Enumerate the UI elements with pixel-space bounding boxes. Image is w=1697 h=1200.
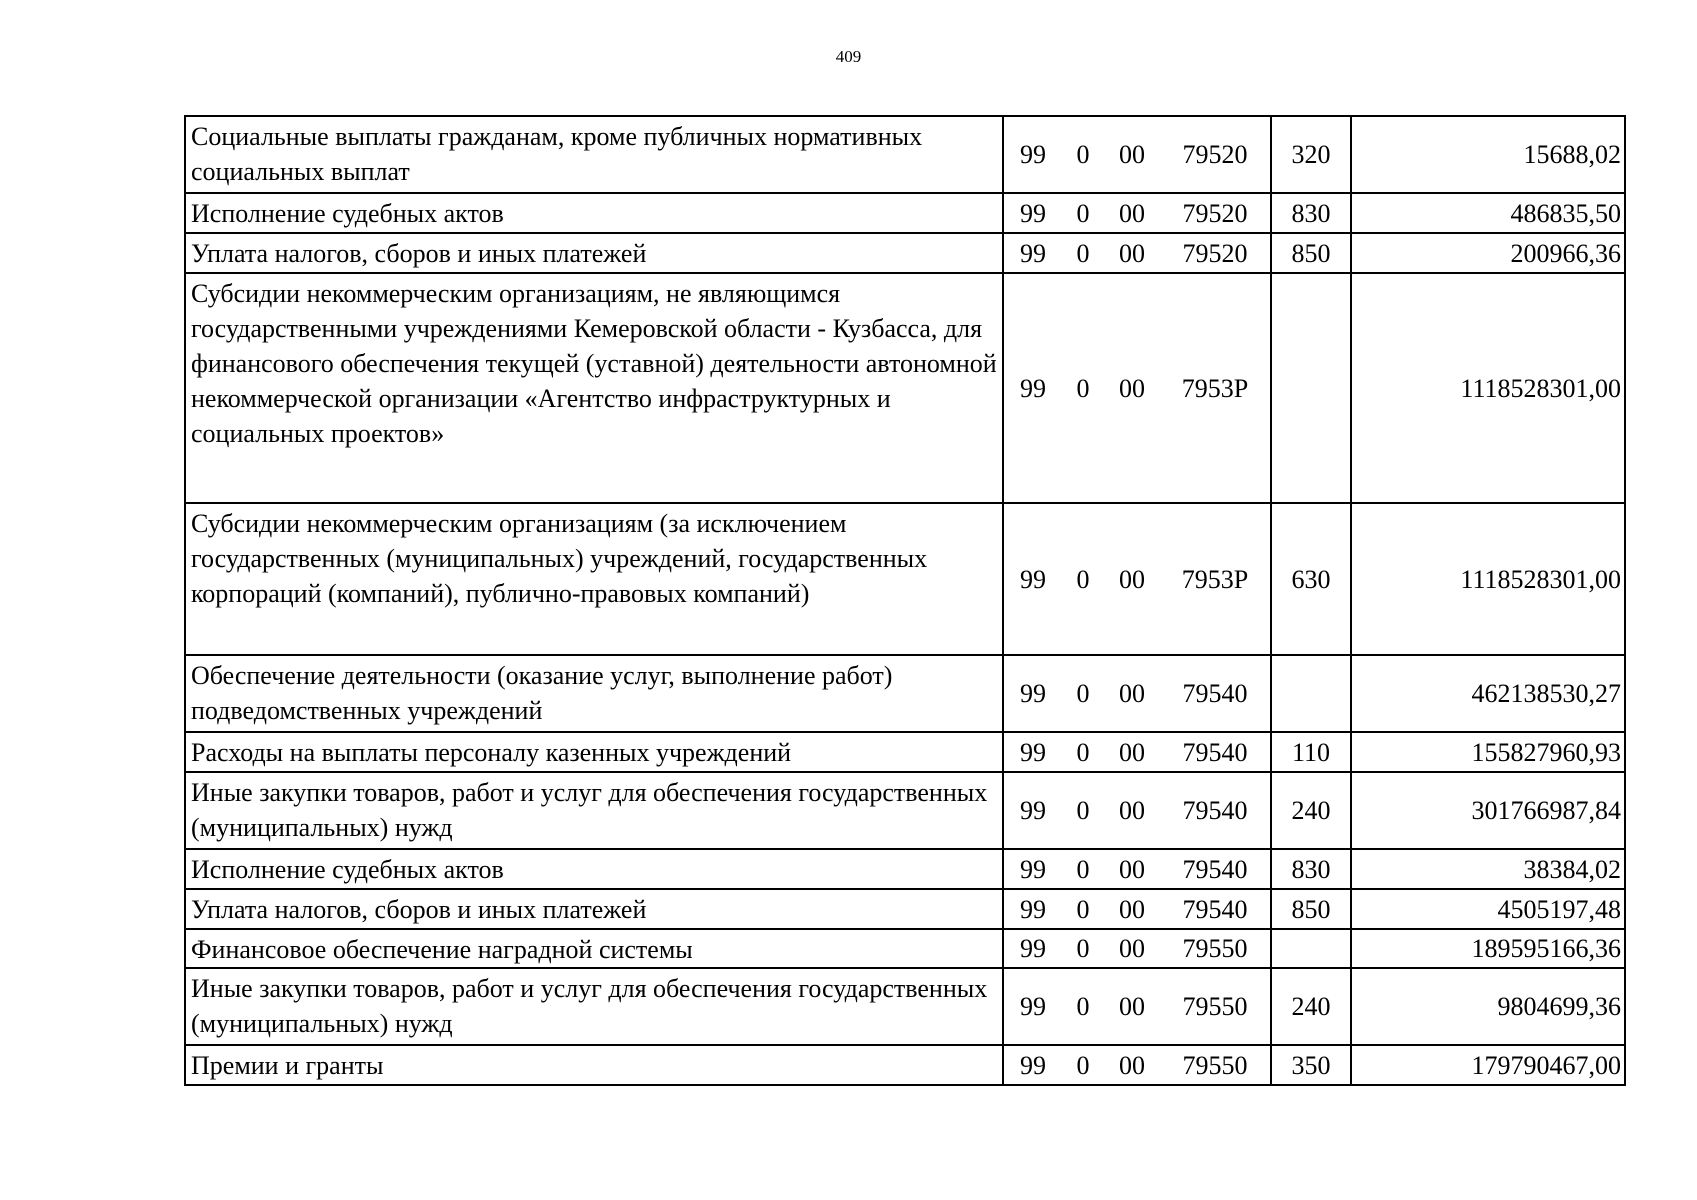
code-direction: 79520 — [1182, 140, 1248, 169]
target-article-code-cell — [1003, 929, 1271, 968]
code-main-event: 00 — [1119, 373, 1145, 403]
code-direction: 79540 — [1182, 894, 1248, 924]
code-direction: 79520 — [1182, 238, 1248, 268]
code-subprogram: 0 — [1076, 679, 1090, 708]
amount-cell: 155827960,93 — [1351, 732, 1625, 772]
code-parts — [1004, 892, 1270, 927]
code-main-event: 00 — [1119, 1050, 1145, 1080]
code-program: 99 — [1020, 934, 1046, 963]
code-program: 99 — [1020, 1050, 1046, 1080]
table-row — [185, 772, 1625, 849]
amount-cell: 1118528301,00 — [1351, 273, 1625, 503]
code-main-event: 00 — [1119, 238, 1145, 268]
code-program: 99 — [1020, 373, 1046, 403]
expense-name-cell: Обеспечение деятельности (оказание услуг, выполнение работ) подведомственных учреждений — [185, 655, 1003, 732]
table-row — [185, 503, 1625, 655]
expense-type-cell: 850 — [1271, 889, 1351, 929]
expense-name-cell: Субсидии некоммерческим организациям (за исключением государственных (муниципальных) учреждений, государственных корпораций (компаний), публично-правовых компаний) — [185, 503, 1003, 655]
target-article-code-cell — [1003, 772, 1271, 849]
code-main-event: 00 — [1119, 564, 1145, 594]
expense-type-cell: 240 — [1271, 968, 1351, 1045]
code-direction: 79540 — [1182, 854, 1248, 884]
target-article-code-cell — [1003, 116, 1271, 193]
target-article-code-cell — [1003, 233, 1271, 273]
expense-type-cell — [1271, 929, 1351, 968]
code-main-event: 00 — [1119, 992, 1145, 1021]
budget-table — [184, 115, 1626, 1086]
target-article-code-cell — [1003, 732, 1271, 772]
expense-type-cell: 630 — [1271, 503, 1351, 655]
expense-name-cell: Социальные выплаты гражданам, кроме публичных нормативных социальных выплат — [185, 116, 1003, 193]
code-parts — [1004, 137, 1270, 172]
amount-cell: 179790467,00 — [1351, 1045, 1625, 1085]
code-subprogram: 0 — [1076, 238, 1090, 268]
expense-type-cell: 320 — [1271, 116, 1351, 193]
expense-type-cell: 830 — [1271, 193, 1351, 233]
target-article-code-cell — [1003, 849, 1271, 889]
code-direction: 79540 — [1182, 796, 1248, 825]
code-subprogram: 0 — [1076, 564, 1090, 594]
expense-type-cell — [1271, 655, 1351, 732]
code-program: 99 — [1020, 854, 1046, 884]
target-article-code-cell — [1003, 655, 1271, 732]
code-parts — [1004, 236, 1270, 271]
code-parts — [1004, 371, 1270, 406]
code-program: 99 — [1020, 796, 1046, 825]
expense-type-cell: 240 — [1271, 772, 1351, 849]
code-program: 99 — [1020, 679, 1046, 708]
code-direction: 79540 — [1182, 679, 1248, 708]
table-row — [185, 233, 1625, 273]
expense-name-cell: Субсидии некоммерческим организациям, не являющимся государственными учреждениями Кемеровской области - Кузбасса, для финансового обеспечения текущей (уставной) деятельности автономной некоммерческой организации «Агентство инфраструктурных и социальных проектов» — [185, 273, 1003, 503]
table-row — [185, 273, 1625, 503]
code-parts — [1004, 793, 1270, 828]
code-program: 99 — [1020, 238, 1046, 268]
code-subprogram: 0 — [1076, 140, 1090, 169]
expense-name-cell: Уплата налогов, сборов и иных платежей — [185, 889, 1003, 929]
expense-type-cell: 850 — [1271, 233, 1351, 273]
amount-cell: 189595166,36 — [1351, 929, 1625, 968]
code-direction: 79550 — [1182, 992, 1248, 1021]
table-row — [185, 968, 1625, 1045]
page-number: 409 — [835, 47, 862, 66]
code-direction: 79550 — [1182, 934, 1248, 963]
expense-type-cell: 830 — [1271, 849, 1351, 889]
table-row — [185, 889, 1625, 929]
table-row — [185, 929, 1625, 968]
amount-cell: 200966,36 — [1351, 233, 1625, 273]
code-main-event: 00 — [1119, 198, 1145, 228]
expense-name-cell: Премии и гранты — [185, 1045, 1003, 1085]
target-article-code-cell — [1003, 193, 1271, 233]
code-parts — [1004, 989, 1270, 1024]
amount-cell: 9804699,36 — [1351, 968, 1625, 1045]
code-subprogram: 0 — [1076, 198, 1090, 228]
table-row — [185, 1045, 1625, 1085]
code-main-event: 00 — [1119, 934, 1145, 963]
target-article-code-cell — [1003, 1045, 1271, 1085]
code-main-event: 00 — [1119, 894, 1145, 924]
target-article-code-cell — [1003, 273, 1271, 503]
code-main-event: 00 — [1119, 140, 1145, 169]
expense-name-cell: Финансовое обеспечение наградной системы — [185, 929, 1003, 968]
amount-cell: 301766987,84 — [1351, 772, 1625, 849]
code-parts — [1004, 1048, 1270, 1083]
code-direction: 79540 — [1182, 737, 1248, 767]
amount-cell: 4505197,48 — [1351, 889, 1625, 929]
code-subprogram: 0 — [1076, 894, 1090, 924]
code-direction: 79550 — [1182, 1050, 1248, 1080]
code-program: 99 — [1020, 894, 1046, 924]
expense-name-cell: Расходы на выплаты персоналу казенных учреждений — [185, 732, 1003, 772]
code-main-event: 00 — [1119, 854, 1145, 884]
table-row — [185, 193, 1625, 233]
expense-name-cell: Исполнение судебных актов — [185, 849, 1003, 889]
code-parts — [1004, 562, 1270, 597]
target-article-code-cell — [1003, 503, 1271, 655]
amount-cell: 486835,50 — [1351, 193, 1625, 233]
target-article-code-cell — [1003, 889, 1271, 929]
code-parts — [1004, 676, 1270, 711]
table-body — [185, 116, 1625, 1085]
amount-cell: 462138530,27 — [1351, 655, 1625, 732]
table-row — [185, 732, 1625, 772]
expense-type-cell — [1271, 273, 1351, 503]
code-program: 99 — [1020, 992, 1046, 1021]
target-article-code-cell — [1003, 968, 1271, 1045]
expense-name-cell: Уплата налогов, сборов и иных платежей — [185, 233, 1003, 273]
table-row — [185, 655, 1625, 732]
code-program: 99 — [1020, 198, 1046, 228]
expense-type-cell: 350 — [1271, 1045, 1351, 1085]
code-program: 99 — [1020, 140, 1046, 169]
amount-cell: 15688,02 — [1351, 116, 1625, 193]
code-subprogram: 0 — [1076, 796, 1090, 825]
code-parts — [1004, 931, 1270, 966]
code-parts — [1004, 735, 1270, 770]
code-program: 99 — [1020, 737, 1046, 767]
code-subprogram: 0 — [1076, 1050, 1090, 1080]
code-direction: 7953Р — [1181, 564, 1249, 594]
code-main-event: 00 — [1119, 679, 1145, 708]
code-parts — [1004, 196, 1270, 231]
table-row — [185, 849, 1625, 889]
table-row — [185, 116, 1625, 193]
code-main-event: 00 — [1119, 796, 1145, 825]
expense-name-cell: Иные закупки товаров, работ и услуг для обеспечения государственных (муниципальных) нужд — [185, 772, 1003, 849]
code-subprogram: 0 — [1076, 854, 1090, 884]
expense-type-cell: 110 — [1271, 732, 1351, 772]
amount-cell: 1118528301,00 — [1351, 503, 1625, 655]
code-main-event: 00 — [1119, 737, 1145, 767]
code-direction: 7953Р — [1181, 373, 1249, 403]
code-subprogram: 0 — [1076, 373, 1090, 403]
code-subprogram: 0 — [1076, 934, 1090, 963]
code-subprogram: 0 — [1076, 737, 1090, 767]
code-program: 99 — [1020, 564, 1046, 594]
amount-cell: 38384,02 — [1351, 849, 1625, 889]
expense-name-cell: Иные закупки товаров, работ и услуг для обеспечения государственных (муниципальных) нужд — [185, 968, 1003, 1045]
code-direction: 79520 — [1182, 198, 1248, 228]
expense-name-cell: Исполнение судебных актов — [185, 193, 1003, 233]
code-parts — [1004, 852, 1270, 887]
code-subprogram: 0 — [1076, 992, 1090, 1021]
